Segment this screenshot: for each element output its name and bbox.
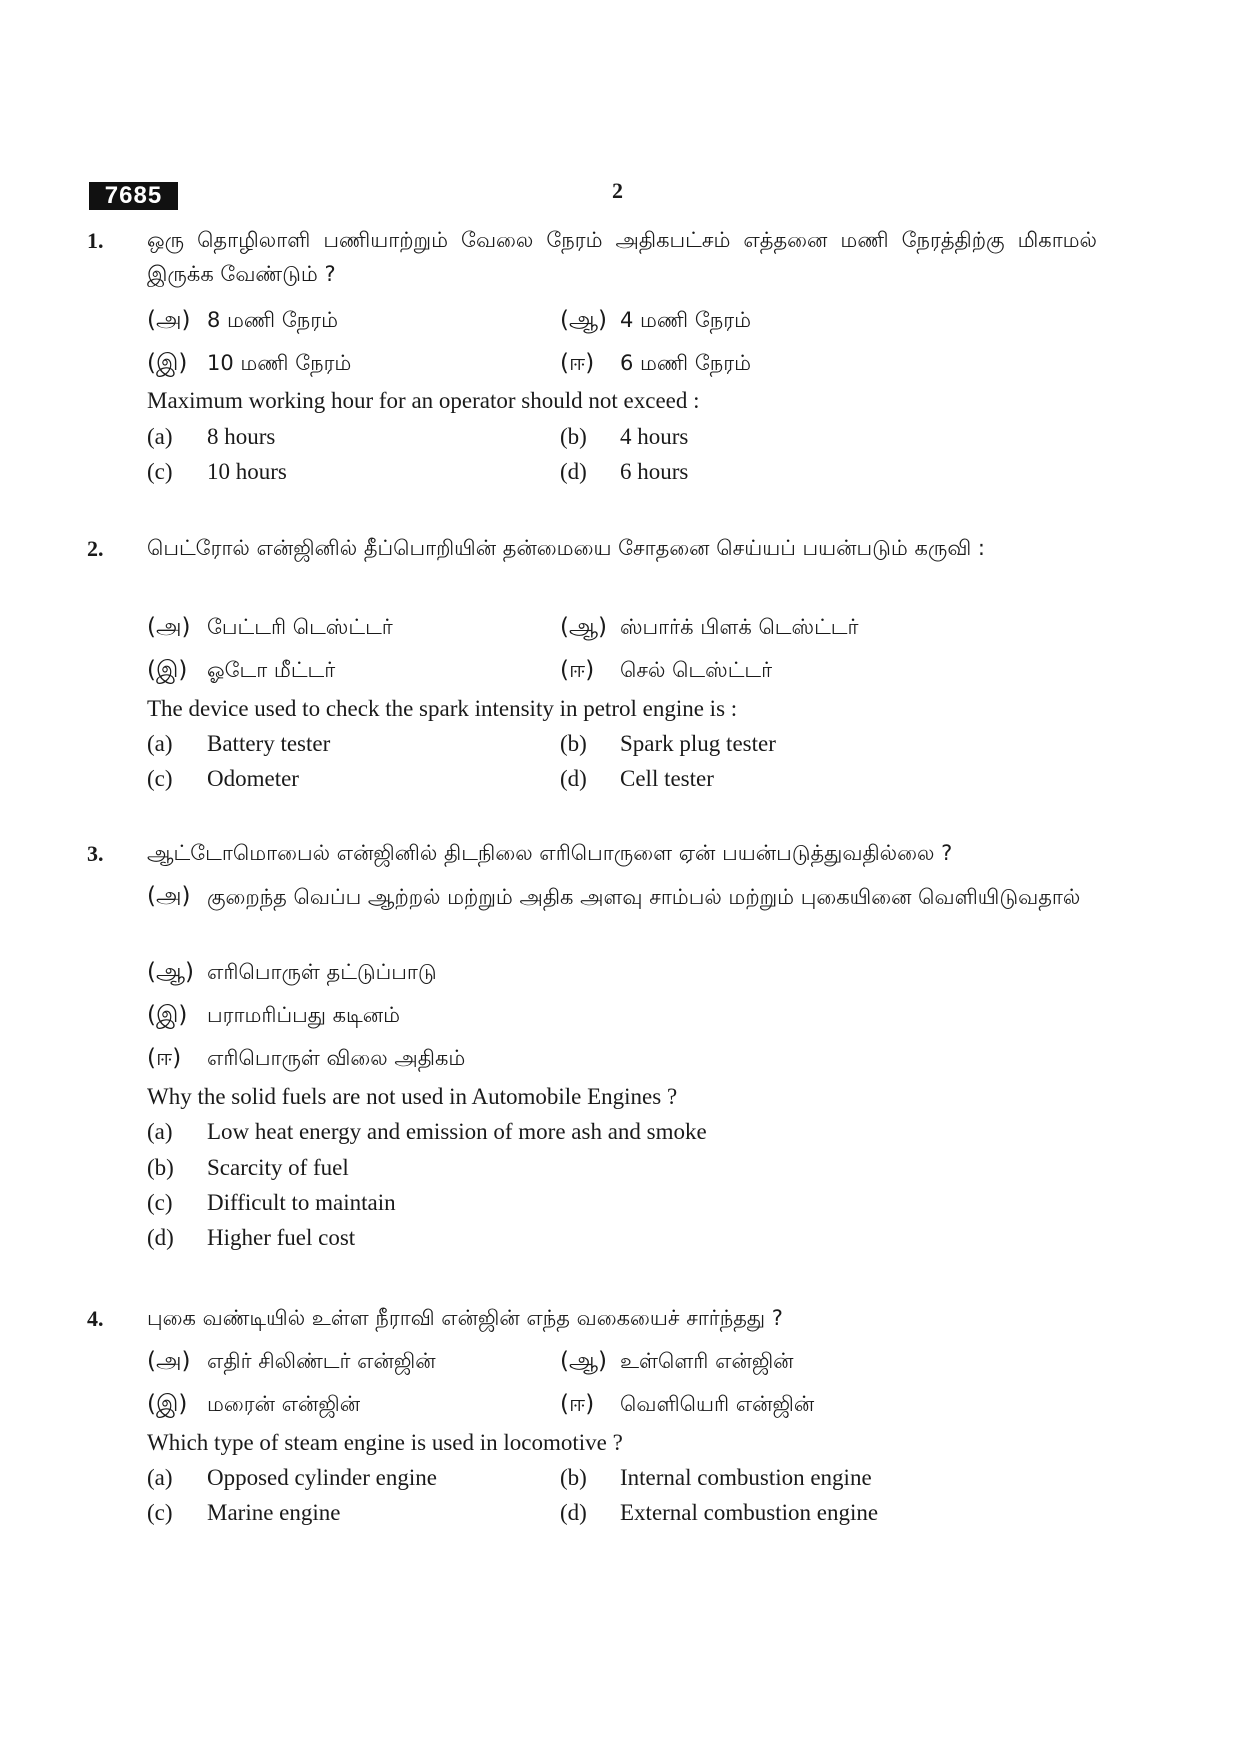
option-label: (c) — [147, 1500, 173, 1525]
option-text: Low heat energy and emission of more ash and smoke — [207, 1119, 707, 1144]
option-text: 8 மணி நேரம் — [207, 308, 338, 332]
option-label: (d) — [147, 1225, 174, 1250]
option-label: (b) — [147, 1155, 174, 1180]
option-text: 6 hours — [620, 459, 689, 484]
option-text: 10 hours — [207, 459, 287, 484]
option-label: (ஈ) — [560, 1391, 595, 1417]
option-text: Scarcity of fuel — [207, 1155, 349, 1180]
option-label: (இ) — [147, 1391, 188, 1417]
option-text: Spark plug tester — [620, 731, 776, 756]
question-number: 1. — [87, 228, 104, 253]
option-text: செல் டெஸ்ட்டர் — [620, 658, 773, 682]
option-text: வெளியெரி என்ஜின் — [620, 1392, 815, 1416]
question-number: 2. — [87, 536, 104, 561]
option-label: (இ) — [147, 657, 188, 683]
option-text: 8 hours — [207, 424, 276, 449]
option-text: உள்ளெரி என்ஜின் — [620, 1349, 794, 1373]
option-text: Marine engine — [207, 1500, 341, 1525]
option-label: (b) — [560, 1465, 587, 1490]
option-label: (a) — [147, 1119, 173, 1144]
option-label: (அ) — [147, 1348, 191, 1374]
option-text: External combustion engine — [620, 1500, 879, 1525]
english-question: Maximum working hour for an operator should not exceed : — [147, 388, 700, 413]
question-number: 3. — [87, 841, 104, 866]
option-text: மரைன் என்ஜின் — [207, 1392, 361, 1416]
english-question: Why the solid fuels are not used in Automobile Engines ? — [147, 1084, 678, 1109]
option-label: (இ) — [147, 350, 188, 376]
option-text: Odometer — [207, 766, 299, 791]
tamil-question: ஆட்டோமொபைல் என்ஜினில் திடநிலை எரிபொருளை ஏன் பயன்படுத்துவதில்லை ? — [147, 841, 953, 865]
option-label: (ஆ) — [560, 614, 608, 640]
option-label: (அ) — [147, 614, 191, 640]
option-label: (ஈ) — [560, 657, 595, 683]
option-text: எதிர் சிலிண்டர் என்ஜின் — [207, 1349, 436, 1373]
option-label: (a) — [147, 731, 173, 756]
option-text: ஓடோ மீட்டர் — [207, 658, 336, 682]
english-question: The device used to check the spark intensity in petrol engine is : — [147, 696, 738, 721]
option-text: 4 hours — [620, 424, 689, 449]
option-text: பராமரிப்பது கடினம் — [207, 1003, 401, 1027]
option-label: (அ) — [147, 307, 191, 333]
option-label: (ஆ) — [147, 959, 195, 985]
tamil-question: புகை வண்டியில் உள்ள நீராவி என்ஜின் எந்த வகையைச் சார்ந்தது ? — [147, 1306, 783, 1330]
page-number: 2 — [612, 178, 623, 203]
option-text: எரிபொருள் விலை அதிகம் — [207, 1046, 466, 1070]
option-label: (அ) — [147, 883, 191, 909]
option-label: (b) — [560, 424, 587, 449]
option-text: 4 மணி நேரம் — [620, 308, 751, 332]
paper-code: 7685 — [89, 182, 178, 210]
option-text: 10 மணி நேரம் — [207, 351, 352, 375]
option-text: ஸ்பார்க் பிளக் டெஸ்ட்டர் — [620, 615, 859, 639]
option-label: (c) — [147, 766, 173, 791]
option-text: Battery tester — [207, 731, 331, 756]
option-text: Opposed cylinder engine — [207, 1465, 437, 1490]
question-number: 4. — [87, 1306, 104, 1331]
option-text: குறைந்த வெப்ப ஆற்றல் மற்றும் அதிக அளவு சாம்பல் மற்றும் புகையினை வெளியிடுவதால் — [207, 885, 1081, 909]
option-label: (d) — [560, 766, 587, 791]
english-question: Which type of steam engine is used in locomotive ? — [147, 1430, 623, 1455]
option-text: Internal combustion engine — [620, 1465, 872, 1490]
option-text: Difficult to maintain — [207, 1190, 396, 1215]
tamil-question: பெட்ரோல் என்ஜினில் தீப்பொறியின் தன்மையை சோதனை செய்யப் பயன்படும் கருவி : — [147, 536, 985, 560]
option-label: (d) — [560, 1500, 587, 1525]
tamil-question: ஒரு தொழிலாளி பணியாற்றும் வேலை நேரம் அதிகபட்சம் எத்தனை மணி நேரத்திற்கு மிகாமல் இருக்க வேண்டும் ? — [147, 228, 1097, 286]
option-label: (b) — [560, 731, 587, 756]
option-text: Higher fuel cost — [207, 1225, 356, 1250]
option-text: 6 மணி நேரம் — [620, 351, 751, 375]
option-label: (ஆ) — [560, 307, 608, 333]
option-text: Cell tester — [620, 766, 714, 791]
option-label: (c) — [147, 459, 173, 484]
option-label: (இ) — [147, 1002, 188, 1028]
option-label: (ஈ) — [147, 1045, 182, 1071]
option-label: (d) — [560, 459, 587, 484]
option-label: (c) — [147, 1190, 173, 1215]
option-label: (a) — [147, 1465, 173, 1490]
option-label: (ஆ) — [560, 1348, 608, 1374]
option-label: (a) — [147, 424, 173, 449]
option-text: எரிபொருள் தட்டுப்பாடு — [207, 960, 437, 984]
option-text: பேட்டரி டெஸ்ட்டர் — [207, 615, 393, 639]
option-label: (ஈ) — [560, 350, 595, 376]
